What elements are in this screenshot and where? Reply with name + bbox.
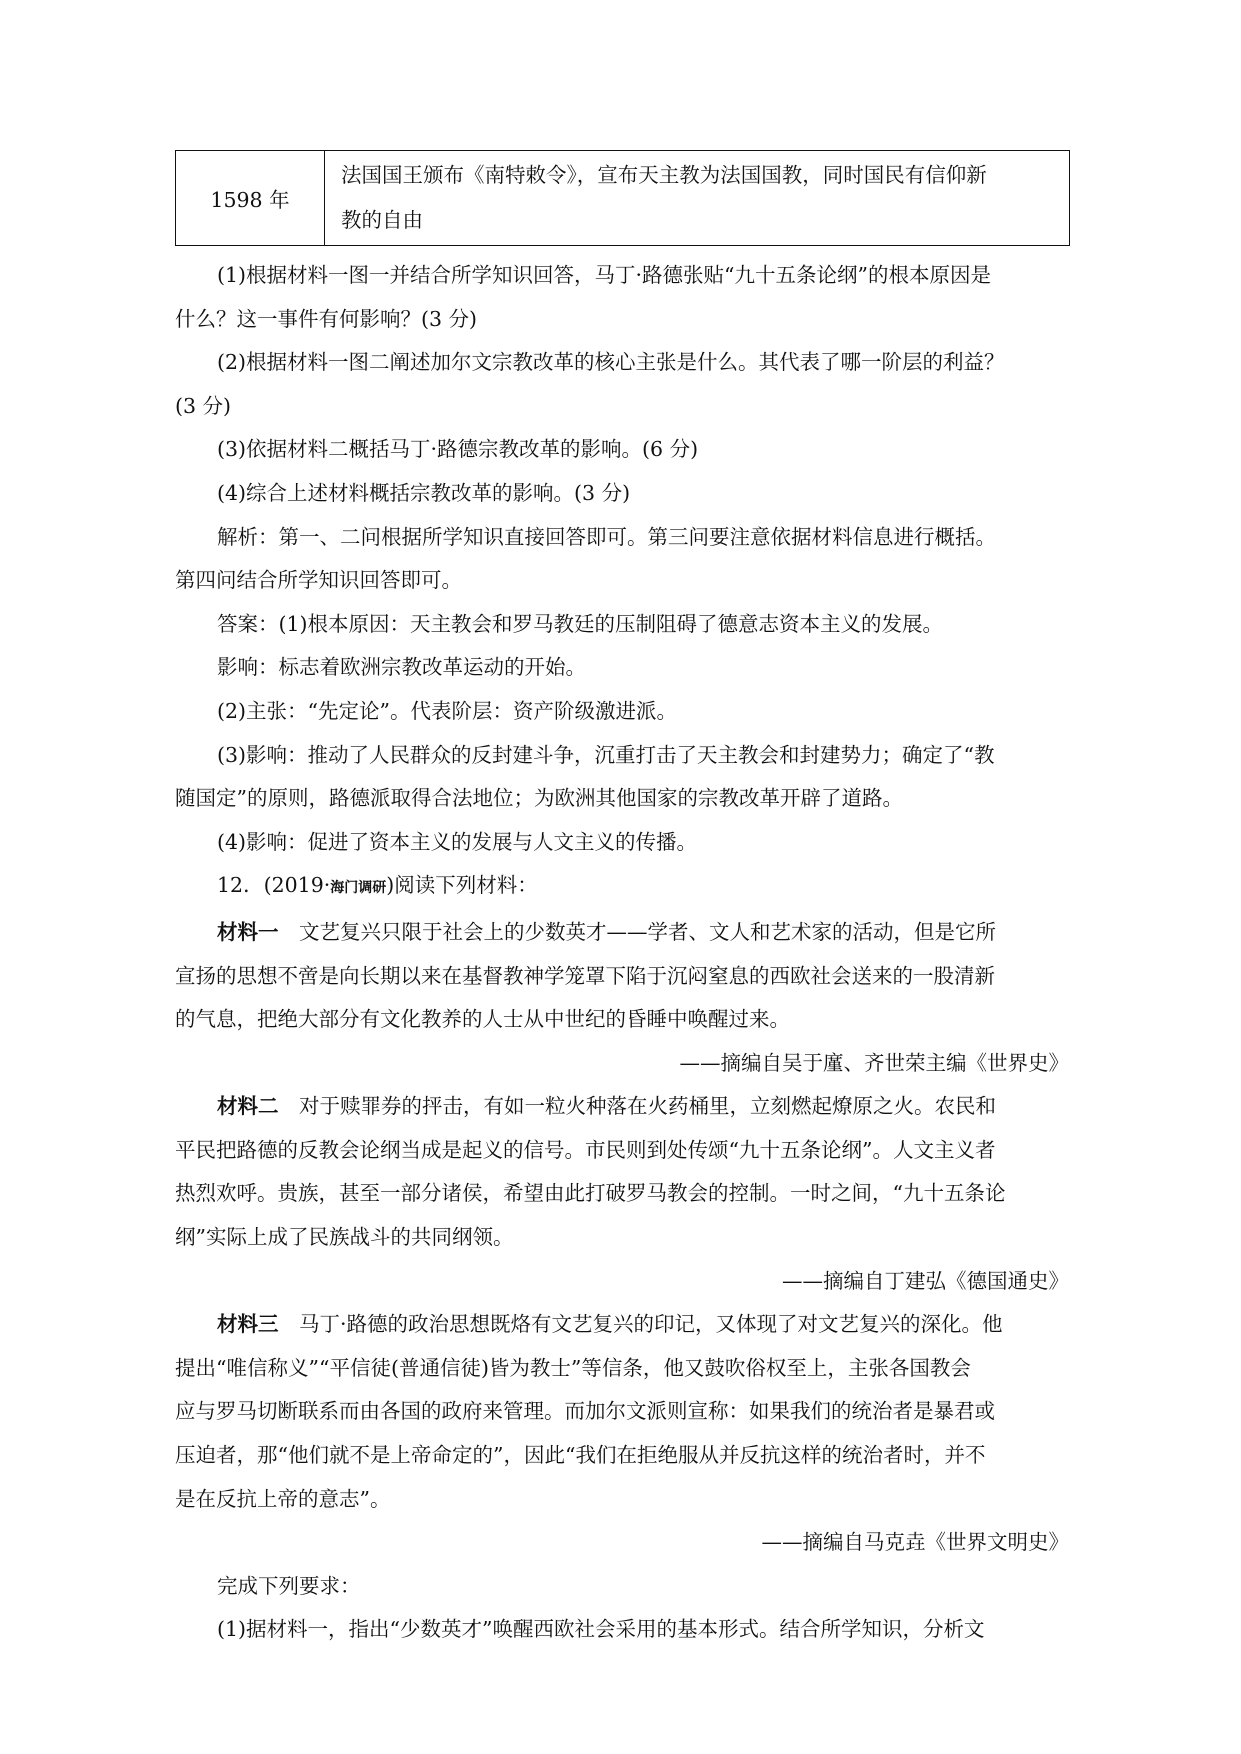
material-3-cont: 提出“唯信称义”“平信徒(普通信徒)皆为教士”等信条，他又鼓吹俗权至上，主张各国教会 (175, 1355, 971, 1380)
event-line: 教的自由 (341, 208, 423, 232)
answer-1-impact: 影响：标志着欧洲宗教改革运动的开始。 (217, 655, 586, 680)
material-1-cont: 宣扬的思想不啻是向长期以来在基督教神学笼罩下陷于沉闷窒息的西欧社会送来的一股清新 (175, 963, 995, 988)
analysis-cont: 第四问结合所学知识回答即可。 (175, 568, 462, 593)
table-row (176, 151, 1070, 246)
tasks-intro: 完成下列要求： (217, 1573, 361, 1598)
answer-4: (4)影响：促进了资本主义的发展与人文主义的传播。 (217, 829, 698, 854)
material-text: 对于赎罪券的抨击，有如一粒火种落在火药桶里，立刻燃起燎原之火。农民和 (278, 1094, 996, 1119)
material-3-cont: 压迫者，那“他们就不是上帝命定的”，因此“我们在拒绝服从并反抗这样的统治者时，并不 (175, 1443, 986, 1468)
material-3-cont: 是在反抗上帝的意志”。 (175, 1486, 391, 1511)
question-4: (4)综合上述材料概括宗教改革的影响。(3 分) (217, 480, 631, 505)
material-2-cont: 纲”实际上成了民族战斗的共同纲领。 (175, 1225, 514, 1250)
question-1: (1)根据材料一图一并结合所学知识回答，马丁·路德张贴“九十五条论纲”的根本原因是 (217, 263, 992, 287)
event-cell (325, 151, 1070, 246)
material-1-source: ——摘编自吴于廑、齐世荣主编《世界史》 (679, 1050, 1069, 1075)
material-3 (175, 1303, 1069, 1347)
question-12-heading (175, 864, 1069, 911)
question-3: (3)依据材料二概括马丁·路德宗教改革的影响。(6 分) (217, 437, 699, 462)
question-2: (2)根据材料一图二阐述加尔文宗教改革的核心主张是什么。其代表了哪一阶层的利益？ (217, 350, 1005, 375)
task-1: (1)据材料一，指出“少数英才”唤醒西欧社会采用的基本形式。结合所学知识，分析文 (217, 1617, 985, 1642)
material-1 (175, 911, 1069, 955)
material-2-cont: 平民把路德的反教会论纲当成是起义的信号。市民则到处传颂“九十五条论纲”。人文主义者 (175, 1137, 996, 1162)
material-label: 材料三 (217, 1312, 279, 1337)
answer-1: 答案：(1)根本原因：天主教会和罗马教廷的压制阻碍了德意志资本主义的发展。 (217, 611, 944, 636)
material-3-source: ——摘编自马克垚《世界文明史》 (761, 1530, 1069, 1555)
material-2-cont: 热烈欢呼。贵族，甚至一部分诸侯，希望由此打破罗马教会的控制。一时之间，“九十五条论 (175, 1181, 1006, 1206)
material-text: 马丁·路德的政治思想既烙有文艺复兴的印记，又体现了对文艺复兴的深化。他 (278, 1312, 1003, 1337)
material-text: 文艺复兴只限于社会上的少数英才——学者、文人和艺术家的活动，但是它所 (278, 919, 996, 944)
question-number: 12．(2019· (217, 873, 331, 898)
material-2 (175, 1085, 1069, 1129)
history-table (175, 150, 1070, 246)
analysis: 解析：第一、二问根据所学知识直接回答即可。第三问要注意依据材料信息进行概括。 (217, 524, 996, 549)
answer-3: (3)影响：推动了人民群众的反封建斗争，沉重打击了天主教会和封建势力；确定了“教 (217, 742, 995, 767)
answer-3-cont: 随国定”的原则，路德派取得合法地位；为欧洲其他国家的宗教改革开辟了道路。 (175, 786, 903, 811)
question-intro: )阅读下列材料： (386, 873, 538, 898)
question-1-cont: 什么？这一事件有何影响？(3 分) (175, 306, 478, 331)
question-2-cont: (3 分) (175, 393, 232, 418)
year-cell: 1598 年 (176, 151, 325, 246)
event-line: 法国国王颁布《南特敕令》，宣布天主教为法国国教，同时国民有信仰新 (341, 163, 987, 187)
document-page (175, 150, 1069, 1652)
question-source: 海门调研 (330, 880, 387, 897)
material-2-source: ——摘编自丁建弘《德国通史》 (782, 1268, 1069, 1293)
material-1-cont: 的气息，把绝大部分有文化教养的人士从中世纪的昏睡中唤醒过来。 (175, 1007, 790, 1032)
material-label: 材料一 (217, 919, 279, 944)
answer-2: (2)主张：“先定论”。代表阶层：资产阶级激进派。 (217, 698, 677, 723)
material-3-cont: 应与罗马切断联系而由各国的政府来管理。而加尔文派则宣称：如果我们的统治者是暴君或 (175, 1399, 995, 1424)
material-label: 材料二 (217, 1094, 279, 1119)
